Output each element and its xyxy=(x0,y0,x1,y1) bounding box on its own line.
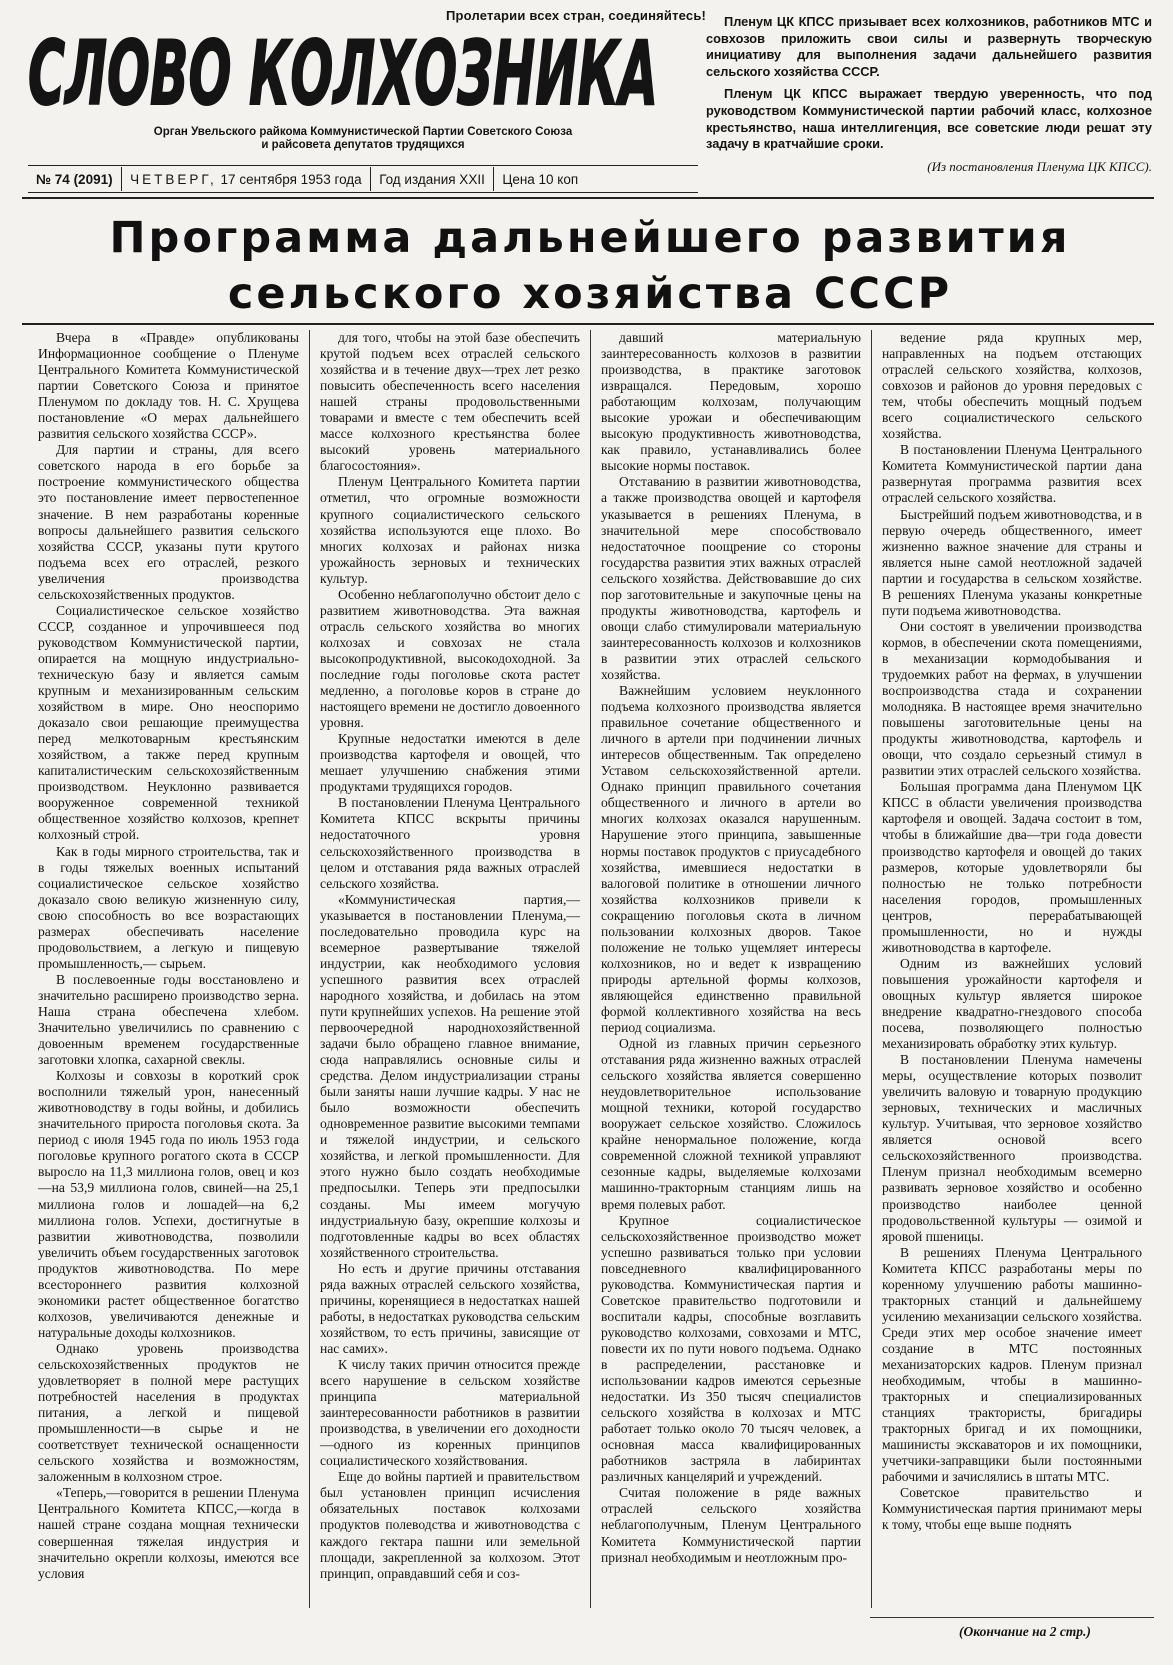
newspaper-title-text: СЛОВО КОЛХОЗНИКА xyxy=(28,22,658,118)
article-paragraph: В постановлении Пленума Центрального Комитета Коммунистической партии дана развернутая программа развития всех отраслей сельского хозяйства. xyxy=(882,442,1142,506)
article-paragraph: Большая программа дана Пленумом ЦК КПСС в области увеличения производства картофеля и овощей. Задача состоит в том, чтобы в ближайшие два—три года довести производство картофеля и овощей до таких размеров, которые удовлетворяли бы полностью не только потребности населения городов, промышленных центров, перерабатывающей промышленности, но и нужды животноводства в картофеле. xyxy=(882,779,1142,955)
article-paragraph: Однако уровень производства сельскохозяйственных продуктов не удовлетворяет в полной мере растущих потребностей населения в продуктах питания, а легкой и пищевой промышленности—в сырье и не соответствует технической оснащенности сельского хозяйства и возможностям, заложенным в колхозном строе. xyxy=(38,1340,299,1485)
article-column-2 xyxy=(309,330,590,1608)
continued-note: (Окончание на 2 стр.) xyxy=(959,1624,1091,1639)
article-paragraph: Вчера в «Правде» опубликованы Информационное сообщение о Пленуме Центрального Комитета Коммунистической партии Советского Союза и принятое Пленумом по докладу тов. Н. С. Хрущева постановление «О мерах дальнейшего развития сельского хозяйства СССР». xyxy=(38,330,299,442)
main-headline xyxy=(40,210,1140,322)
article-paragraph: Одним из важнейших условий повышения урожайности картофеля и овощных культур является широкое внедрение квадратно-гнездового способа посева, позволяющего полностью механизировать обработку этих культур. xyxy=(882,955,1142,1052)
article-paragraph: Отставанию в развитии животноводства, а также производства овощей и картофеля указывается в решениях Пленума, в значительной мере способствовало недостаточное поощрение со стороны государства развития этих важных отраслей сельского хозяйства. Действовавшие до сих пор заготовительные и закупочные цены на продукты животноводства, картофель и овощи слабо стимулировали материальную заинтересованность колхозов и колхозников в развитии этих отраслей сельского хозяйства. xyxy=(601,474,861,682)
article-paragraph: Пленум Центрального Комитета партии отметил, что огромные возможности крупного социалистического сельского хозяйства используются еще плохо. Во многих колхозах и районах низка урожайность зерновых и технических культур. xyxy=(320,474,580,586)
issue-weekday: ЧЕТВЕРГ, xyxy=(130,171,217,187)
article-paragraph: Важнейшим условием неуклонного подъема колхозного производства является правильное сочетание общественного и личного в артели при подчинении личных интересов общественным. Так определено Уставом сельскохозяйственной артели. Однако принцип правильного сочетания общественного и личного в артели во многих колхозах оказался нарушенным. Нарушение этого принципа, завышенные нормы поставок продуктов с приусадебного хозяйства, имевшиеся недостатки в валоговой политике в отношении личного хозяйства колхозников привели к сокращению поголовья скота в личном пользовании колхозных дворов. Такое положение не только ущемляет интересы колхозников, но и ведет к извращению природы артельной формы колхозов, являющейся единственно правильной формой коллективного хозяйства на весь период социализма. xyxy=(601,683,861,1036)
issue-date: 17 сентября 1953 года xyxy=(220,171,362,187)
organ-line-1: Орган Увельского райкома Коммунистической Партии Советского Союза xyxy=(153,126,573,138)
issue-info-bar xyxy=(28,165,698,193)
article-paragraph: ведение ряда крупных мер, направленных на подъем отстающих отраслей сельского хозяйства, колхозов, совхозов и районов до уровня передовых с тем, чтобы обеспечить мощный подъем всего социалистического сельского хозяйства. xyxy=(882,330,1142,442)
article-paragraph: Особенно неблагополучно обстоит дело с развитием животноводства. Эта важная отрасль сельского хозяйства во многих колхозах и совхозах не стала высокопродуктивной, высокодоходной. За последние годы поголовье скота растет медленно, а поголовье коров в стране до настоящего времени не достигло довоенного уровня. xyxy=(320,586,580,731)
masthead-divider xyxy=(22,197,1154,199)
article-paragraph: давший материальную заинтересованность колхозов в развитии производства, в практике заготовок извращался. Передовым, хорошо работающим колхозам, получающим высокие урожаи и обеспечивающим высокую продуктивность животноводства, как правило, устанавливались более высокие нормы поставок. xyxy=(601,330,861,474)
article-paragraph: В послевоенные годы восстановлено и значительно расширено производство зерна. Наша страна обеспечена хлебом. Значительно увеличились по сравнению с довоенным временем государственные заготовки хлопка, сахарной свеклы. xyxy=(38,971,299,1068)
plenum-quote-box xyxy=(706,14,1152,175)
article-paragraph: Для партии и страны, для всего советского народа в его борьбе за построение коммунистического общества это постановление имеет первостепенное значение. В нем разработаны коренные вопросы дальнейшего развития сельского хозяйства СССР, указаны пути крутого подъема всех его отраслей, резкого увеличения производства сельскохозяйственных продуктов. xyxy=(38,442,299,602)
article-paragraph: «Коммунистическая партия,—указывается в постановлении Пленума,—последовательно проводила курс на всемерное развертывание тяжелой индустрии, как необходимого условия успешного развития всех отраслей народного хозяйства, и добилась на этом пути крупнейших успехов. На решение этой первоочередной народнохозяйственной задачи было обращено главное внимание, сюда направлялись основные силы и средства. Делом индустриализации страны были заняты наши лучшие кадры. У нас не было возможности обеспечить одновременное развитие высокими темпами и тяжелой индустрии, и сельского хозяйства, и легкой промышленности. Для этого нужно было создать необходимые предпосылки. Теперь эти предпосылки созданы. Мы имеем могучую индустриальную базу, окрепшие колхозы и подготовленные кадры во всех областях хозяйственного строительства. xyxy=(320,891,580,1260)
continued-divider xyxy=(870,1617,1154,1618)
newspaper-title-logo xyxy=(22,18,672,118)
article-paragraph: Одной из главных причин серьезного отставания ряда жизненно важных отраслей сельского хозяйства является совершенно неудовлетворительное использование мощной техники, которой государство вооружает сельское хозяйство. Сложилось крайне ненормальное положение, когда современной сложной техникой управляют сезонные кадры, выделяемые колхозами машинно-тракторным станциям лишь на время полевых работ. xyxy=(601,1036,861,1212)
article-column-4 xyxy=(871,330,1152,1608)
organ-line-2: и райсовета депутатов трудящихся xyxy=(261,139,465,151)
headline-line-2: сельского хозяйства СССР xyxy=(227,269,953,319)
publication-year: Год издания XXII xyxy=(379,171,485,187)
issue-number: № 74 (2091) xyxy=(36,171,113,187)
article-paragraph: для того, чтобы на этой базе обеспечить крутой подъем всех отраслей сельского хозяйства и в течение двух—трех лет резко повысить обеспеченность всего населения нашей страны продовольственными товарами и вместе с тем обеспечить всей массе колхозного крестьянства более высокий уровень материального благосостояния». xyxy=(320,330,580,474)
quote-paragraph-1: Пленум ЦК КПСС призывает всех колхозников, работников МТС и совхозов приложить свои силы и развернуть творческую инициативу для выполнения задачи дальнейшего развития сельского хозяйства СССР. xyxy=(706,14,1152,79)
article-paragraph: Советское правительство и Коммунистическая партия принимают меры к тому, чтобы еще выше поднять xyxy=(882,1485,1142,1533)
article-paragraph: Быстрейший подъем животноводства, и в первую очередь общественного, имеет жизненно важное значение для страны и является ныне самой неотложной задачей партии и государства в сельском хозяйстве. В решениях Пленума указаны конкретные пути подъема животноводства. xyxy=(882,506,1142,618)
article-paragraph: Но есть и другие причины отставания ряда важных отраслей сельского хозяйства, причины, коренящиеся в недостатках нашей работы, в недостатках руководства сельским хозяйством, то есть причины, зависящие от нас самих». xyxy=(320,1260,580,1356)
article-paragraph: Социалистическое сельское хозяйство СССР, созданное и упрочившееся под руководством Коммунистической партии, опирается на мощную индустриально-техническую базу и является самым крупным и механизированным сельским хозяйством в мире. Оно неоспоримо доказало свои решающие преимущества перед мелкотоварным крестьянским хозяйством, а также перед крупным капиталистическим сельскохозяйственным производством. Неуклонно развивается вооруженное современной техникой общественное хозяйство колхозов, крепнет колхозный строй. xyxy=(38,602,299,843)
article-paragraph: Колхозы и совхозы в короткий срок восполнили тяжелый урон, нанесенный животноводству в годы войны, и добились значительного прироста поголовья скота. За период с июля 1945 года по июль 1953 года поголовье крупного рогатого скота в СССР выросло на 11,3 миллиона голов, овец и коз—на 53,9 миллиона голов, свиней—на 25,1 миллиона голов и лошадей—на 6,2 миллиона голов. Успехи, достигнутые в развитии животноводства, позволили увеличить объем государственных заготовок продуктов животноводства. По мере всестороннего развития колхозной экономики растет общественное богатство колхозов, увеличиваются денежные и натуральные доходы колхозников. xyxy=(38,1068,299,1340)
quote-source: (Из постановления Пленума ЦК КПСС). xyxy=(927,158,1152,174)
article-paragraph: В решениях Пленума Центрального Комитета КПСС разработаны меры по коренному улучшению работы машинно-тракторных станций и дальнейшему усилению механизации сельского хозяйства. Среди этих мер особое значение имеет создание в МТС постоянных механизаторских кадров. Пленум признал необходимым, чтобы в машинно-тракторных и специализированных станциях трактористы, бригадиры тракторных бригад и их помощники, машинисты экскаваторов и их помощники, учетчики-заправщики были постоянными рабочими и зачислялись в штаты МТС. xyxy=(882,1244,1142,1485)
article-paragraph: Крупное социалистическое сельскохозяйственное производство может успешно развиваться только при условии повседневного квалифицированного руководства. Коммунистическая партия и Советское правительство подготовили и воспитали кадры, способные возглавить руководство колхозами, совхозами и МТС, повести их по пути нового подъема. Однако в распределении, расстановке и использовании кадров имеются серьезные недостатки. Из 350 тысяч специалистов сельского хозяйства в колхозах и МТС работает только около 70 тысяч человек, а основная масса квалифицированных работников застряла в лабиринтах различных канцелярий и учреждений. xyxy=(601,1212,861,1485)
article-column-3 xyxy=(590,330,871,1608)
article-paragraph: В постановлении Пленума намечены меры, осуществление которых позволит увеличить валовую и товарную продукцию зерновых, технических и масличных культур. Учитывая, что зерновое хозяйство является основой всего сельскохозяйственного производства. Пленум признал необходимым всемерно развивать зерновое хозяйство и особенно производство наиболее ценной продовольственной культуры — озимой и яровой пшеницы. xyxy=(882,1052,1142,1244)
issue-date-cell xyxy=(122,172,370,187)
article-paragraph: Считая положение в ряде важных отраслей сельского хозяйства неблагополучным, Пленум Центрального Комитета Коммунистической партии признал необходимым и неотложным про- xyxy=(601,1485,861,1565)
article-paragraph: Крупные недостатки имеются в деле производства картофеля и овощей, что мешает улучшению снабжения этими продуктами трудящихся городов. xyxy=(320,731,580,795)
article-paragraph: К числу таких причин относится прежде всего нарушение в сельском хозяйстве принципа материальной заинтересованности работников в развитии производства, в увеличении его доходности—одного из коренных принципов социалистического хозяйствования. xyxy=(320,1357,580,1469)
masthead-slogan: Пролетарии всех стран, соединяйтесь! xyxy=(446,8,707,23)
article-paragraph: Как в годы мирного строительства, так и в годы тяжелых военных испытаний социалистическое сельское хозяйство доказало свою великую жизненную силу, свою способность во все возрастающих размерах обеспечивать население продовольствием, а легкую и пищевую промышленность,— сырьем. xyxy=(38,843,299,971)
article-column-1 xyxy=(28,330,309,1608)
article-columns xyxy=(28,330,1154,1608)
article-paragraph: Еще до войны партией и правительством был установлен принцип исчисления обязательных поставок колхозами продуктов полеводства и животноводства с каждого гектара пашни или земельной площади, закрепленной за колхозом. Этот принцип, оправдавший себя и соз- xyxy=(320,1469,580,1581)
organ-line xyxy=(128,126,598,152)
headline-divider xyxy=(22,323,1154,325)
article-paragraph: Они состоят в увеличении производства кормов, в обеспечении скота помещениями, в механизации кормодобывания и трудоемких работ на фермах, в улучшении воспроизводства стада и сохранении молодняка. В настоящее время значительно повышены заготовительные цены на продукты животноводства, картофель и овощи, что создало серьезный стимул в развитии этих отраслей сельского хозяйства. xyxy=(882,618,1142,779)
article-paragraph: «Теперь,—говорится в решении Пленума Центрального Комитета КПСС,—когда в нашей стране создана мощная технически совершенная тяжелая индустрия и значительно окрепли колхозы, имеются все условия xyxy=(38,1485,299,1581)
article-paragraph: В постановлении Пленума Центрального Комитета КПСС вскрыты причины недостаточного уровня сельскохозяйственного производства в целом и отставания ряда важных отраслей сельского хозяйства. xyxy=(320,795,580,891)
newspaper-title-svg xyxy=(22,18,672,118)
headline-line-1: Программа дальнейшего развития xyxy=(109,213,1071,263)
issue-price: Цена 10 коп xyxy=(502,171,579,187)
quote-paragraph-2: Пленум ЦК КПСС выражает твердую уверенность, что под руководством Коммунистической партии рабочий класс, колхозное крестьянство, наша интеллигенция, все советские люди решат эту задачу в кратчайшие сроки. xyxy=(706,86,1152,152)
